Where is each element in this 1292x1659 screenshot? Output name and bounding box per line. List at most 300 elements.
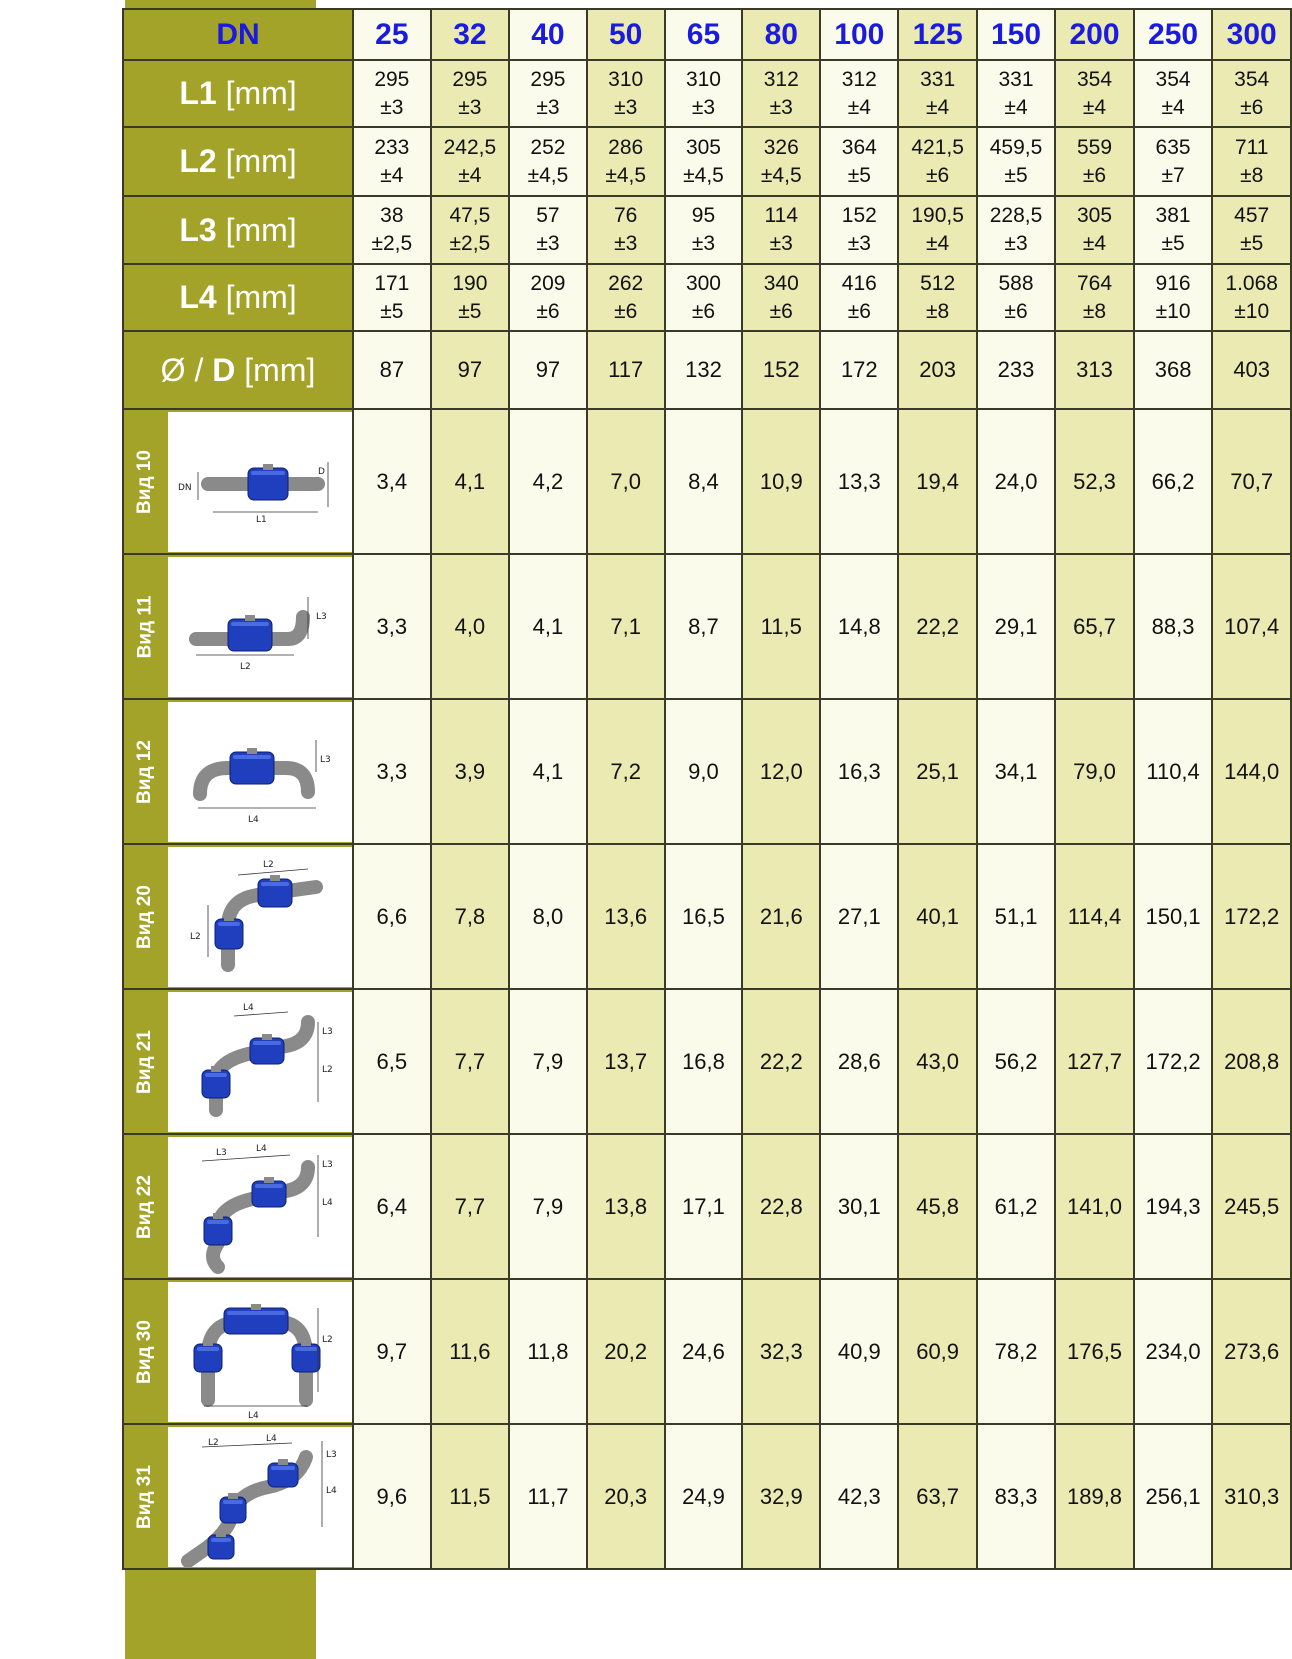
weight-cell: 21,6 xyxy=(742,844,820,989)
dimension-cell xyxy=(742,264,820,331)
dimension-row-l4 xyxy=(123,264,1291,331)
nominal-value: 635 xyxy=(1155,135,1191,159)
diameter-unit: [mm] xyxy=(244,351,316,388)
weight-cell: 310,3 xyxy=(1212,1424,1291,1569)
weight-cell: 7,0 xyxy=(587,409,665,554)
dimension-cell xyxy=(742,127,820,196)
dimension-cell xyxy=(977,196,1055,264)
weight-cell: 234,0 xyxy=(1134,1279,1213,1424)
dn-header-value: 200 xyxy=(1055,9,1134,60)
weight-cell: 24,9 xyxy=(665,1424,743,1569)
tolerance-value: ±4 xyxy=(1082,232,1107,255)
weight-cell: 3,3 xyxy=(353,554,431,699)
dimension-label xyxy=(123,196,353,264)
svg-text:L2: L2 xyxy=(208,1437,219,1448)
nominal-value: 76 xyxy=(614,204,638,227)
weight-cell: 150,1 xyxy=(1134,844,1213,989)
nominal-value: 340 xyxy=(763,271,799,295)
variant-cell xyxy=(123,699,353,844)
nominal-value: 233 xyxy=(374,135,410,159)
weight-cell: 7,1 xyxy=(587,554,665,699)
weight-cell: 3,4 xyxy=(353,409,431,554)
weight-cell: 11,5 xyxy=(742,554,820,699)
tolerance-value: ±5 xyxy=(1004,163,1028,187)
weight-cell: 9,7 xyxy=(353,1279,431,1424)
tolerance-value: ±5 xyxy=(380,299,404,323)
svg-text:L3: L3 xyxy=(316,611,327,622)
dimension-cell xyxy=(820,196,898,264)
tolerance-value: ±6 xyxy=(1240,95,1264,119)
weight-cell: 6,4 xyxy=(353,1134,431,1279)
nominal-value: 312 xyxy=(841,67,877,91)
dimension-cell xyxy=(587,196,665,264)
tolerance-value: ±5 xyxy=(847,163,871,187)
variant-cell xyxy=(123,554,353,699)
nominal-value: 331 xyxy=(998,67,1034,91)
tolerance-value: ±5 xyxy=(1161,232,1185,255)
dimension-cell xyxy=(431,127,509,196)
weight-cell: 127,7 xyxy=(1055,989,1134,1134)
variant-cell xyxy=(123,1134,353,1279)
tolerance-value: ±3 xyxy=(614,232,638,255)
svg-text:L3: L3 xyxy=(326,1449,337,1460)
svg-text:L1: L1 xyxy=(256,514,267,525)
tolerance-value: ±6 xyxy=(926,163,950,187)
dimension-name: L4 xyxy=(179,279,217,315)
dimension-cell xyxy=(509,264,587,331)
diameter-cell: 87 xyxy=(353,331,431,409)
angle-pipe-diagram-icon xyxy=(168,847,352,987)
tolerance-value: ±3 xyxy=(691,232,716,255)
dimension-cell xyxy=(353,60,431,127)
diameter-label-name: D xyxy=(212,351,236,388)
diameter-cell: 368 xyxy=(1134,331,1213,409)
tolerance-value: ±6 xyxy=(1004,299,1028,323)
tolerance-value: ±5 xyxy=(458,299,482,323)
weight-cell: 10,9 xyxy=(742,409,820,554)
svg-text:L2: L2 xyxy=(322,1064,333,1075)
weight-cell: 4,0 xyxy=(431,554,509,699)
weight-row xyxy=(123,989,1291,1134)
weight-cell: 78,2 xyxy=(977,1279,1055,1424)
weight-cell: 110,4 xyxy=(1134,699,1213,844)
tolerance-value: ±3 xyxy=(847,232,871,255)
tolerance-value: ±5 xyxy=(1240,232,1264,255)
weight-cell: 79,0 xyxy=(1055,699,1134,844)
variant-cell xyxy=(123,1424,353,1569)
dimension-label xyxy=(123,127,353,196)
nominal-value: 354 xyxy=(1234,67,1270,91)
variant-label: Вид 12 xyxy=(134,739,155,804)
dimension-cell xyxy=(977,264,1055,331)
dn-header-value: 250 xyxy=(1134,9,1213,60)
dimension-cell xyxy=(587,127,665,196)
nominal-value: 457 xyxy=(1234,204,1270,227)
dimension-cell xyxy=(1134,264,1213,331)
weight-cell: 22,2 xyxy=(742,989,820,1134)
nominal-value: 114 xyxy=(764,204,799,227)
weight-cell: 3,3 xyxy=(353,699,431,844)
weight-cell: 22,8 xyxy=(742,1134,820,1279)
nominal-value: 190,5 xyxy=(911,204,964,227)
weight-row xyxy=(123,554,1291,699)
variant-label: Вид 22 xyxy=(134,1174,155,1239)
dn-header-label: DN xyxy=(123,9,353,60)
nominal-value: 57 xyxy=(536,204,560,227)
weight-cell: 28,6 xyxy=(820,989,898,1134)
dimension-cell xyxy=(1212,127,1291,196)
weight-cell: 43,0 xyxy=(898,989,976,1134)
nominal-value: 559 xyxy=(1076,135,1113,159)
variant-cell xyxy=(123,844,353,989)
dimension-name: L1 xyxy=(179,75,217,111)
nominal-value: 421,5 xyxy=(911,135,964,159)
tolerance-value: ±3 xyxy=(769,232,793,255)
nominal-value: 916 xyxy=(1155,271,1191,295)
weight-cell: 13,3 xyxy=(820,409,898,554)
dn-header-value: 150 xyxy=(977,9,1055,60)
weight-cell: 172,2 xyxy=(1212,844,1291,989)
weight-cell: 83,3 xyxy=(977,1424,1055,1569)
tolerance-value: ±3 xyxy=(1004,232,1028,255)
weight-cell: 273,6 xyxy=(1212,1279,1291,1424)
nominal-value: 38 xyxy=(380,204,404,227)
diameter-label-prefix: Ø / xyxy=(160,351,213,388)
dimension-cell xyxy=(1212,196,1291,264)
tolerance-value: ±4 xyxy=(1082,95,1107,119)
double-angle-pipe-diagram-icon xyxy=(168,1137,352,1277)
tolerance-value: ±8 xyxy=(1240,163,1264,187)
tolerance-value: ±10 xyxy=(1234,299,1270,323)
dimension-cell xyxy=(431,196,509,264)
weight-cell: 4,1 xyxy=(509,699,587,844)
tolerance-value: ±3 xyxy=(536,232,560,255)
nominal-value: 326 xyxy=(763,135,799,159)
weight-unit: [кг] xyxy=(29,996,61,1035)
svg-text:L2: L2 xyxy=(240,661,251,672)
s-pipe-diagram-icon xyxy=(168,1427,352,1567)
svg-text:L2: L2 xyxy=(263,859,274,870)
tolerance-value: ±4,5 xyxy=(760,163,802,187)
variant-label: Вид 31 xyxy=(134,1464,155,1529)
double-bend-pipe-diagram-icon xyxy=(168,702,352,842)
nominal-value: 152 xyxy=(841,204,877,227)
weight-cell: 245,5 xyxy=(1212,1134,1291,1279)
nominal-value: 242,5 xyxy=(443,135,497,159)
weight-row xyxy=(123,844,1291,989)
dimension-row-l2 xyxy=(123,127,1291,196)
dn-header-value: 32 xyxy=(431,9,509,60)
variant-label: Вид 11 xyxy=(134,595,156,658)
tolerance-value: ±4,5 xyxy=(605,163,647,187)
weight-cell: 32,3 xyxy=(742,1279,820,1424)
nominal-value: 354 xyxy=(1076,67,1113,91)
dimension-cell xyxy=(742,196,820,264)
weight-cell: 14,8 xyxy=(820,554,898,699)
tolerance-value: ±7 xyxy=(1161,163,1185,187)
nominal-value: 300 xyxy=(685,271,721,295)
weight-cell: 4,2 xyxy=(509,409,587,554)
weight-cell: 25,1 xyxy=(898,699,976,844)
variant-cell xyxy=(123,409,353,554)
diameter-cell: 152 xyxy=(742,331,820,409)
weight-row xyxy=(123,1424,1291,1569)
weight-cell: 30,1 xyxy=(820,1134,898,1279)
nominal-value: 588 xyxy=(998,271,1034,295)
svg-text:L4: L4 xyxy=(248,1410,259,1421)
weight-cell: 70,7 xyxy=(1212,409,1291,554)
dimension-cell xyxy=(1055,264,1134,331)
weight-cell: 13,6 xyxy=(587,844,665,989)
weight-cell: 7,7 xyxy=(431,989,509,1134)
tolerance-value: ±4 xyxy=(458,163,482,187)
svg-text:L4: L4 xyxy=(248,814,259,825)
dimension-cell xyxy=(509,127,587,196)
weight-cell: 9,0 xyxy=(665,699,743,844)
dimension-cell xyxy=(1134,196,1213,264)
weight-cell: 7,9 xyxy=(509,989,587,1134)
dimension-unit: [mm] xyxy=(225,75,297,111)
weight-cell: 256,1 xyxy=(1134,1424,1213,1569)
u-pipe-diagram-icon xyxy=(168,1282,352,1422)
weight-cell: 6,5 xyxy=(353,989,431,1134)
weight-cell: 20,2 xyxy=(587,1279,665,1424)
dimension-cell xyxy=(353,127,431,196)
svg-text:L2: L2 xyxy=(190,931,201,942)
weight-cell: 45,8 xyxy=(898,1134,976,1279)
diameter-cell: 97 xyxy=(509,331,587,409)
weight-row xyxy=(123,1279,1291,1424)
weight-cell: 7,7 xyxy=(431,1134,509,1279)
tolerance-value: ±10 xyxy=(1155,299,1191,323)
dimension-cell xyxy=(665,60,743,127)
pipe-dimensions-table xyxy=(122,8,1292,1570)
dimension-cell xyxy=(1212,264,1291,331)
weight-cell: 16,3 xyxy=(820,699,898,844)
weight-cell: 8,0 xyxy=(509,844,587,989)
diameter-cell: 233 xyxy=(977,331,1055,409)
diameter-cell: 403 xyxy=(1212,331,1291,409)
svg-text:L3: L3 xyxy=(320,754,331,765)
nominal-value: 364 xyxy=(841,135,877,159)
nominal-value: 416 xyxy=(841,271,877,295)
svg-text:L4: L4 xyxy=(266,1433,277,1444)
weight-label: Вес xyxy=(28,1042,62,1097)
svg-text:D: D xyxy=(318,466,325,477)
diameter-cell: 313 xyxy=(1055,331,1134,409)
weight-cell: 56,2 xyxy=(977,989,1055,1134)
weight-cell: 16,5 xyxy=(665,844,743,989)
weight-row xyxy=(123,409,1291,554)
dimension-name: L2 xyxy=(179,143,217,179)
nominal-value: 228,5 xyxy=(989,204,1043,227)
weight-cell: 7,8 xyxy=(431,844,509,989)
tolerance-value: ±3 xyxy=(769,95,793,119)
nominal-value: 512 xyxy=(920,271,956,295)
single-bend-pipe-diagram-icon xyxy=(168,557,352,697)
tolerance-value: ±4,5 xyxy=(527,163,569,187)
dn-header-value: 65 xyxy=(665,9,743,60)
diameter-cell: 97 xyxy=(431,331,509,409)
dimension-cell xyxy=(587,264,665,331)
weight-cell: 34,1 xyxy=(977,699,1055,844)
dimension-cell xyxy=(665,127,743,196)
weight-cell: 107,4 xyxy=(1212,554,1291,699)
nominal-value: 171 xyxy=(374,271,410,295)
nominal-value: 47,5 xyxy=(449,204,491,227)
weight-cell: 13,8 xyxy=(587,1134,665,1279)
weight-row xyxy=(123,699,1291,844)
weight-cell: 22,2 xyxy=(898,554,976,699)
tolerance-value: ±3 xyxy=(536,95,560,119)
tolerance-value: ±3 xyxy=(380,95,404,119)
weight-cell: 24,0 xyxy=(977,409,1055,554)
nominal-value: 295 xyxy=(374,67,410,91)
nominal-value: 331 xyxy=(920,67,956,91)
dimension-cell xyxy=(353,196,431,264)
weight-cell: 13,7 xyxy=(587,989,665,1134)
tolerance-value: ±4 xyxy=(1161,95,1185,119)
nominal-value: 381 xyxy=(1155,204,1191,227)
diameter-cell: 132 xyxy=(665,331,743,409)
weight-cell: 7,9 xyxy=(509,1134,587,1279)
nominal-value: 1.068 xyxy=(1225,271,1278,295)
dimension-cell xyxy=(1055,196,1134,264)
dn-header-value: 300 xyxy=(1212,9,1291,60)
weight-cell: 7,2 xyxy=(587,699,665,844)
weight-cell: 141,0 xyxy=(1055,1134,1134,1279)
straight-pipe-diagram-icon xyxy=(168,412,352,552)
weight-cell: 9,6 xyxy=(353,1424,431,1569)
weight-cell: 194,3 xyxy=(1134,1134,1213,1279)
dimension-label xyxy=(123,264,353,331)
nominal-value: 295 xyxy=(452,67,488,91)
weight-cell: 29,1 xyxy=(977,554,1055,699)
dimension-cell xyxy=(353,264,431,331)
tolerance-value: ±3 xyxy=(691,95,716,119)
weight-cell: 189,8 xyxy=(1055,1424,1134,1569)
tolerance-value: ±8 xyxy=(1082,299,1107,323)
tolerance-value: ±3 xyxy=(614,95,638,119)
dimension-cell xyxy=(1134,60,1213,127)
dimension-cell xyxy=(898,127,976,196)
tolerance-value: ±6 xyxy=(614,299,638,323)
weight-cell: 12,0 xyxy=(742,699,820,844)
tolerance-value: ±4 xyxy=(380,163,404,187)
nominal-value: 95 xyxy=(691,204,716,227)
dimension-unit: [mm] xyxy=(225,211,297,248)
weight-cell: 6,6 xyxy=(353,844,431,989)
weight-cell: 51,1 xyxy=(977,844,1055,989)
dimension-cell xyxy=(977,127,1055,196)
weight-cell: 11,7 xyxy=(509,1424,587,1569)
weight-cell: 40,1 xyxy=(898,844,976,989)
diameter-label xyxy=(123,331,353,409)
dimension-label xyxy=(123,60,353,127)
weight-cell: 40,9 xyxy=(820,1279,898,1424)
weight-cell: 11,8 xyxy=(509,1279,587,1424)
tolerance-value: ±6 xyxy=(536,299,560,323)
svg-text:DN: DN xyxy=(178,482,192,493)
weight-cell: 4,1 xyxy=(431,409,509,554)
svg-text:L2: L2 xyxy=(322,1334,333,1345)
dimension-cell xyxy=(820,264,898,331)
variant-label: Вид 30 xyxy=(134,1319,155,1384)
svg-text:L4: L4 xyxy=(326,1485,337,1496)
svg-text:L4: L4 xyxy=(256,1143,267,1154)
dimension-cell xyxy=(898,60,976,127)
nominal-value: 459,5 xyxy=(989,135,1043,159)
diameter-cell: 172 xyxy=(820,331,898,409)
tolerance-value: ±4 xyxy=(1004,95,1028,119)
nominal-value: 305 xyxy=(685,135,721,159)
nominal-value: 252 xyxy=(530,135,566,159)
dimension-row-l3 xyxy=(123,196,1291,264)
weight-cell: 208,8 xyxy=(1212,989,1291,1134)
variant-cell xyxy=(123,989,353,1134)
dimension-cell xyxy=(742,60,820,127)
weight-cell: 4,1 xyxy=(509,554,587,699)
dn-header-value: 100 xyxy=(820,9,898,60)
nominal-value: 295 xyxy=(530,67,566,91)
nominal-value: 310 xyxy=(685,67,721,91)
variant-label: Вид 10 xyxy=(134,449,155,514)
diameter-row xyxy=(123,331,1291,409)
diameter-cell: 117 xyxy=(587,331,665,409)
tolerance-value: ±4 xyxy=(926,232,950,255)
dimension-cell xyxy=(820,127,898,196)
weight-cell: 24,6 xyxy=(665,1279,743,1424)
dn-header-value: 125 xyxy=(898,9,976,60)
weight-cell: 65,7 xyxy=(1055,554,1134,699)
dimension-cell xyxy=(431,60,509,127)
tolerance-value: ±4,5 xyxy=(683,163,724,187)
weight-cell: 176,5 xyxy=(1055,1279,1134,1424)
weight-cell: 8,4 xyxy=(665,409,743,554)
weight-cell: 144,0 xyxy=(1212,699,1291,844)
svg-text:L4: L4 xyxy=(322,1197,333,1208)
nominal-value: 764 xyxy=(1076,271,1113,295)
angle-bend-pipe-diagram-icon xyxy=(168,992,352,1132)
weight-cell: 63,7 xyxy=(898,1424,976,1569)
diameter-cell: 203 xyxy=(898,331,976,409)
svg-text:L4: L4 xyxy=(243,1002,254,1013)
weight-cell: 114,4 xyxy=(1055,844,1134,989)
dn-header-value: 80 xyxy=(742,9,820,60)
dimension-cell xyxy=(1134,127,1213,196)
nominal-value: 354 xyxy=(1155,67,1191,91)
dn-header-value: 25 xyxy=(353,9,431,60)
weight-cell: 3,9 xyxy=(431,699,509,844)
nominal-value: 286 xyxy=(608,135,644,159)
svg-text:L3: L3 xyxy=(322,1159,333,1170)
weight-cell: 52,3 xyxy=(1055,409,1134,554)
dn-header-value: 50 xyxy=(587,9,665,60)
weight-cell: 11,6 xyxy=(431,1279,509,1424)
dn-header-row xyxy=(123,9,1291,60)
nominal-value: 305 xyxy=(1076,204,1113,227)
dimension-cell xyxy=(665,196,743,264)
weight-axis-label xyxy=(12,434,79,1659)
weight-cell: 66,2 xyxy=(1134,409,1213,554)
weight-cell: 20,3 xyxy=(587,1424,665,1569)
nominal-value: 262 xyxy=(608,271,644,295)
dimension-cell xyxy=(1212,60,1291,127)
weight-cell: 32,9 xyxy=(742,1424,820,1569)
weight-cell: 11,5 xyxy=(431,1424,509,1569)
dn-header-value: 40 xyxy=(509,9,587,60)
weight-cell: 27,1 xyxy=(820,844,898,989)
